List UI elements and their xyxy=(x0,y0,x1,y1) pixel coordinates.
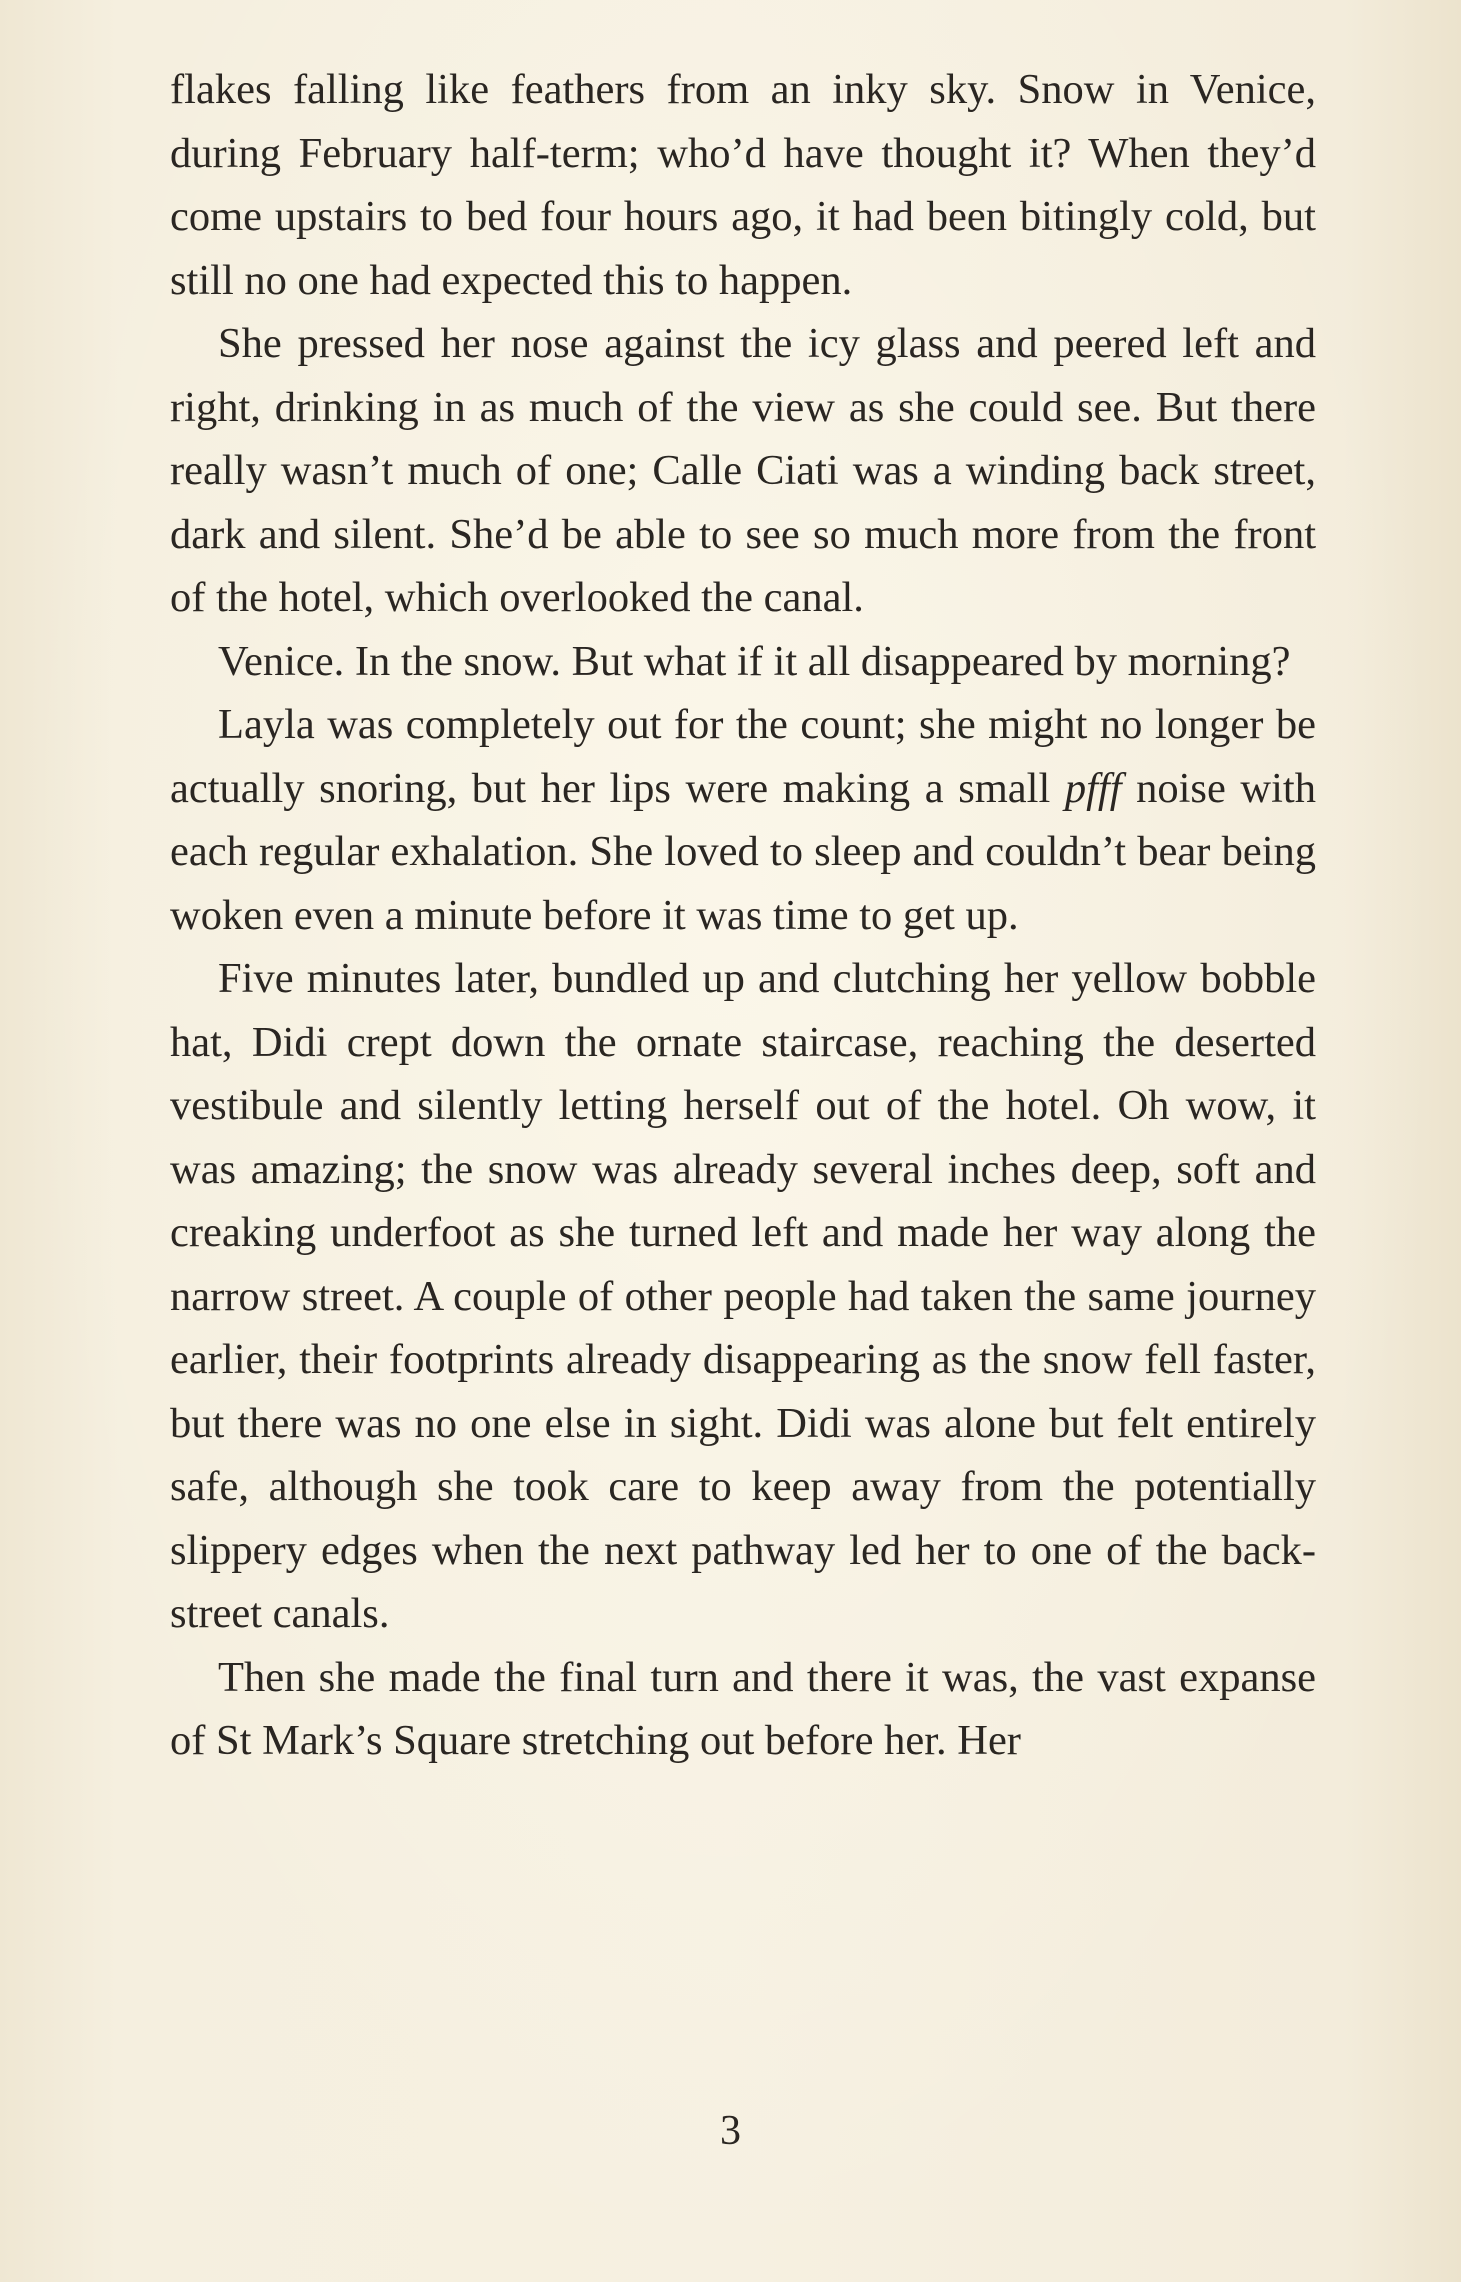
paragraph-5: Five minutes later, bundled up and clutching her yellow bobble hat, Didi crept down the ornate staircase, reaching the deserted vestibule and silently letting herself out of the hotel. Oh wow, it was amazing; the snow was already several inches deep, soft and creaking underfoot as she turned left and made her way along the narrow street. A couple of other people had taken the same journey earlier, their footprints already disappearing as the snow fell faster, but there was no one else in sight. Didi was alone but felt entirely safe, although she took care to keep away from the potentially slippery edges when the next pathway led her to one of the back-street canals. xyxy=(170,955,1316,1637)
paragraph-1: flakes falling like feathers from an inky sky. Snow in Venice, during February half-term; who’d have thought it? When they’d come upstairs to bed four hours ago, it had been bitingly cold, but still no one had expected this to happen. xyxy=(170,66,1316,304)
paragraph-3: Venice. In the snow. But what if it all disappeared by morning? xyxy=(218,637,1291,685)
paragraph-2: She pressed her nose against the icy glass and peered left and right, drinking in as much of the view as she could see. But there really wasn’t much of one; Calle Ciati was a winding back street, dark and silent. She’d be able to see so much more from the front of the hotel, which overlooked the canal. xyxy=(170,320,1316,621)
paragraph-4-text-end: noise with each regular exhalation. She loved to sleep and couldn’t bear being woken even a minute before it was time to get up. xyxy=(170,764,1316,939)
page-number: 3 xyxy=(720,2108,741,2154)
paragraph-4-italic-word: pfff xyxy=(1064,764,1122,812)
body-text xyxy=(170,58,1316,1773)
paragraph-4 xyxy=(170,693,1316,947)
paragraph-4-text-start: Layla was completely out for the count; she might no longer be actually snoring, but her lips were making a small xyxy=(170,701,1316,812)
paragraph-6: Then she made the final turn and there it was, the vast expanse of St Mark’s Square stretching out before her. Her xyxy=(170,1653,1316,1764)
